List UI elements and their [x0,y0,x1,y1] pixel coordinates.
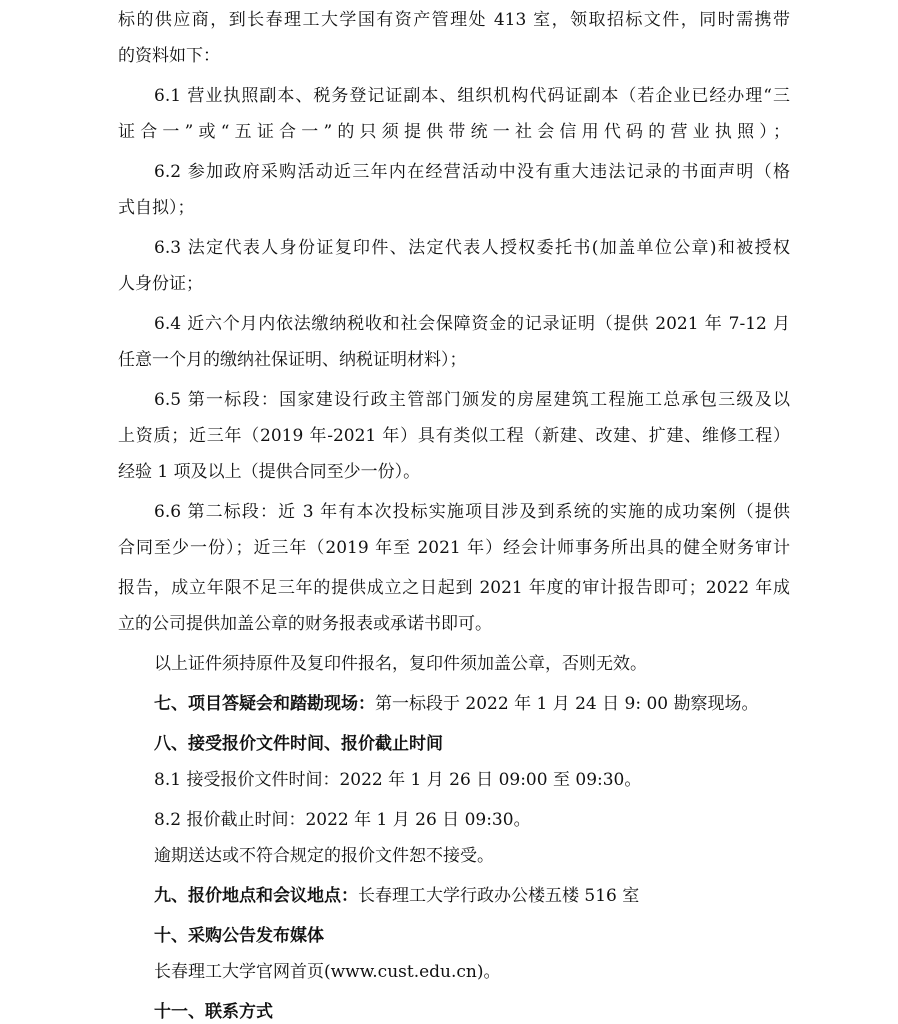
item-6-2-line: 6.2 参加政府采购活动近三年内在经营活动中没有重大违法记录的书面声明（格 [154,162,790,182]
section-8-heading: 八、接受报价文件时间、报价截止时间 [154,734,443,754]
late-submission-note: 逾期送达或不符合规定的报价文件恕不接受。 [154,846,494,866]
note-line: 以上证件须持原件及复印件报名，复印件须加盖公章，否则无效。 [154,654,647,674]
item-6-4-line: 任意一个月的缴纳社保证明、纳税证明材料）； [118,350,467,370]
section-10-heading: 十、采购公告发布媒体 [154,926,324,946]
paragraph-line: 标的供应商，到长春理工大学国有资产管理处 413 室，领取招标文件，同时需携带 [118,10,790,30]
item-6-5-line: 经验 1 项及以上（提供合同至少一份）。 [118,462,421,482]
item-6-4-line: 6.4 近六个月内依法缴纳税收和社会保障资金的记录证明（提供 2021 年 7-12 月 [154,314,790,334]
section-7 [154,692,790,716]
item-6-3-line: 人身份证； [118,274,203,294]
section-7-body: 第一标段于 2022 年 1 月 24 日 9: 00 勘察现场。 [375,694,759,714]
item-6-3-line: 6.3 法定代表人身份证复印件、法定代表人授权委托书(加盖单位公章)和被授权 [154,238,790,258]
section-11-heading: 十一、联系方式 [154,1002,273,1022]
section-9-body: 长春理工大学行政办公楼五楼 516 室 [358,886,640,906]
item-8-1-line: 8.1 接受报价文件时间：2022 年 1 月 26 日 09:00 至 09:30。 [154,770,642,790]
item-6-2-line: 式自拟）； [118,198,195,218]
section-9 [154,884,790,908]
section-7-heading: 七、项目答疑会和踏勘现场： [154,694,375,714]
item-8-2-line: 8.2 报价截止时间：2022 年 1 月 26 日 09:30。 [154,810,531,830]
section-9-heading: 九、报价地点和会议地点： [154,886,358,906]
media-line: 长春理工大学官网首页(www.cust.edu.cn)。 [154,962,501,982]
paragraph-line: 的资料如下： [118,46,220,66]
item-6-1-line: 证合一”或“五证合一”的只须提供带统一社会信用代码的营业执照）； [118,122,790,142]
item-6-6-line: 合同至少一份）；近三年（2019 年至 2021 年）经会计师事务所出具的健全财务审计 [118,538,790,558]
item-6-5-line: 上资质；近三年（2019 年-2021 年）具有类似工程（新建、改建、扩建、维修工程） [118,426,790,446]
item-6-6-line: 6.6 第二标段：近 3 年有本次投标实施项目涉及到系统的实施的成功案例（提供 [154,502,790,522]
item-6-6-line: 立的公司提供加盖公章的财务报表或承诺书即可。 [118,614,492,634]
item-6-1-line: 6.1 营业执照副本、税务登记证副本、组织机构代码证副本（若企业已经办理“三 [154,86,790,106]
item-6-6-line: 报告，成立年限不足三年的提供成立之日起到 2021 年度的审计报告即可；2022 年成 [118,578,790,598]
item-6-5-line: 6.5 第一标段：国家建设行政主管部门颁发的房屋建筑工程施工总承包三级及以 [154,390,790,410]
